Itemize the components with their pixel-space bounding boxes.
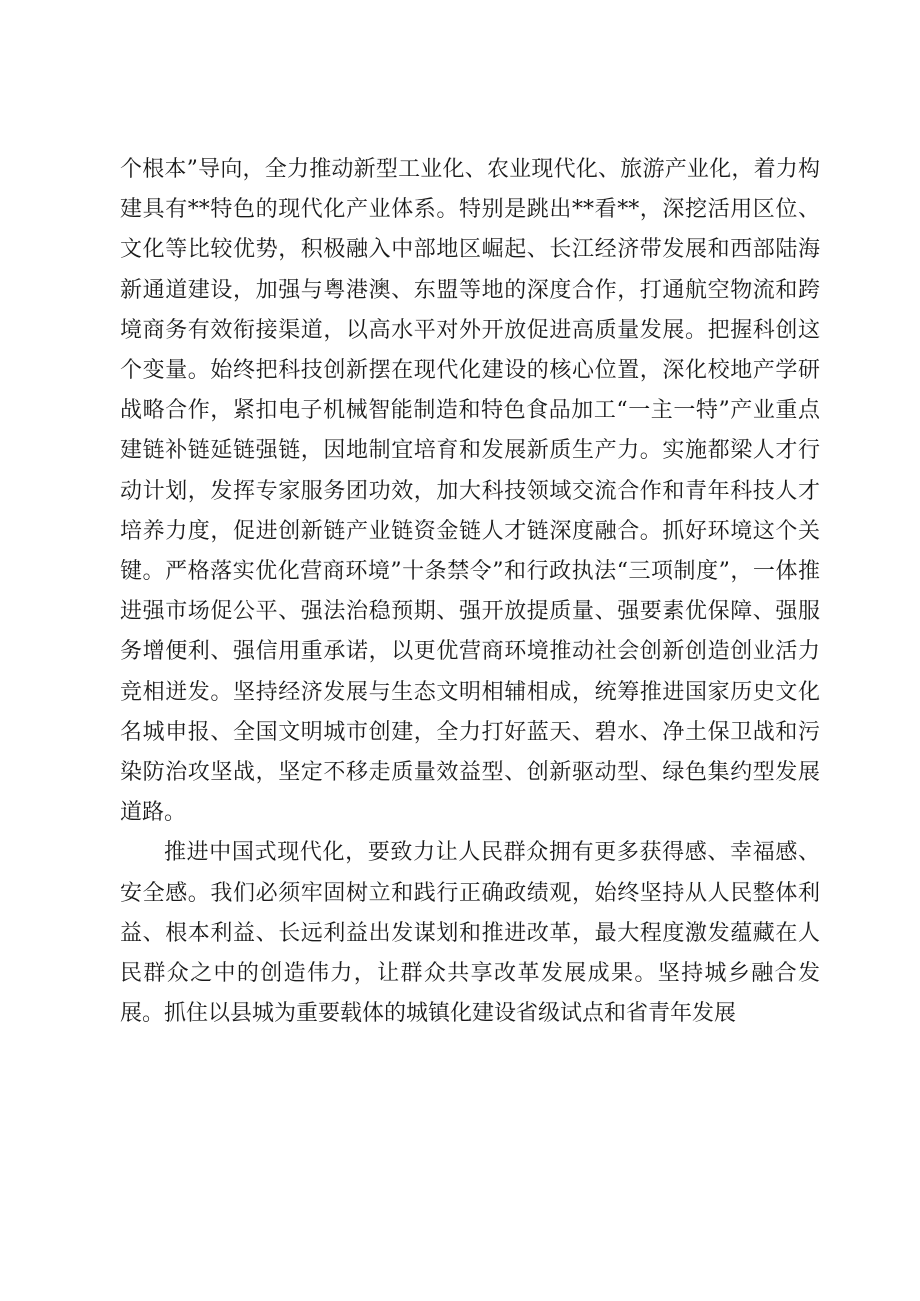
paragraph-continued: 个根本”导向，全力推动新型工业化、农业现代化、旅游产业化，着力构建具有**特色的现代化产业体系。特别是跳出**看**，深挖活用区位、文化等比较优势，积极融入中部地区崛起、长江经济带发展和西部陆海新通道建设，加强与粤港澳、东盟等地的深度合作，打通航空物流和跨境商务有效衔接渠道，以高水平对外开放促进高质量发展。把握科创这个变量。始终把科技创新摆在现代化建设的核心位置，深化校地产学研战略合作，紧扣电子机械智能制造和特色食品加工“一主一特”产业重点建链补链延链强链，因地制宜培育和发展新质生产力。实施都梁人才行动计划，发挥专家服务团功效，加大科技领域交流合作和青年科技人才培养力度，促进创新链产业链资金链人才链深度融合。抓好环境这个关键。严格落实优化营商环境”十条禁令”和行政执法“三项制度”，一体推进强市场促公平、强法治稳预期、强开放提质量、强要素优保障、强服务增便利、强信用重承诺，以更优营商环境推动社会创新创造创业活力竞相迸发。坚持经济发展与生态文明相辅相成，统筹推进国家历史文化名城申报、全国文明城市创建，全力打好蓝天、碧水、净土保卫战和污染防治攻坚战，坚定不移走质量效益型、创新驱动型、绿色集约型发展道路。 <box>120 157 820 826</box>
paragraph-people-wellbeing: 推进中国式现代化，要致力让人民群众拥有更多获得感、幸福感、安全感。我们必须牢固树立和践行正确政绩观，始终坚持从人民整体利益、根本利益、长远利益出发谋划和推进改革，最大程度激发蕴藏在人民群众之中的创造伟力，让群众共享改革发展成果。坚持城乡融合发展。抓住以县城为重要载体的城镇化建设省级试点和省青年发展 <box>120 840 820 1027</box>
document-body <box>120 150 820 1034</box>
